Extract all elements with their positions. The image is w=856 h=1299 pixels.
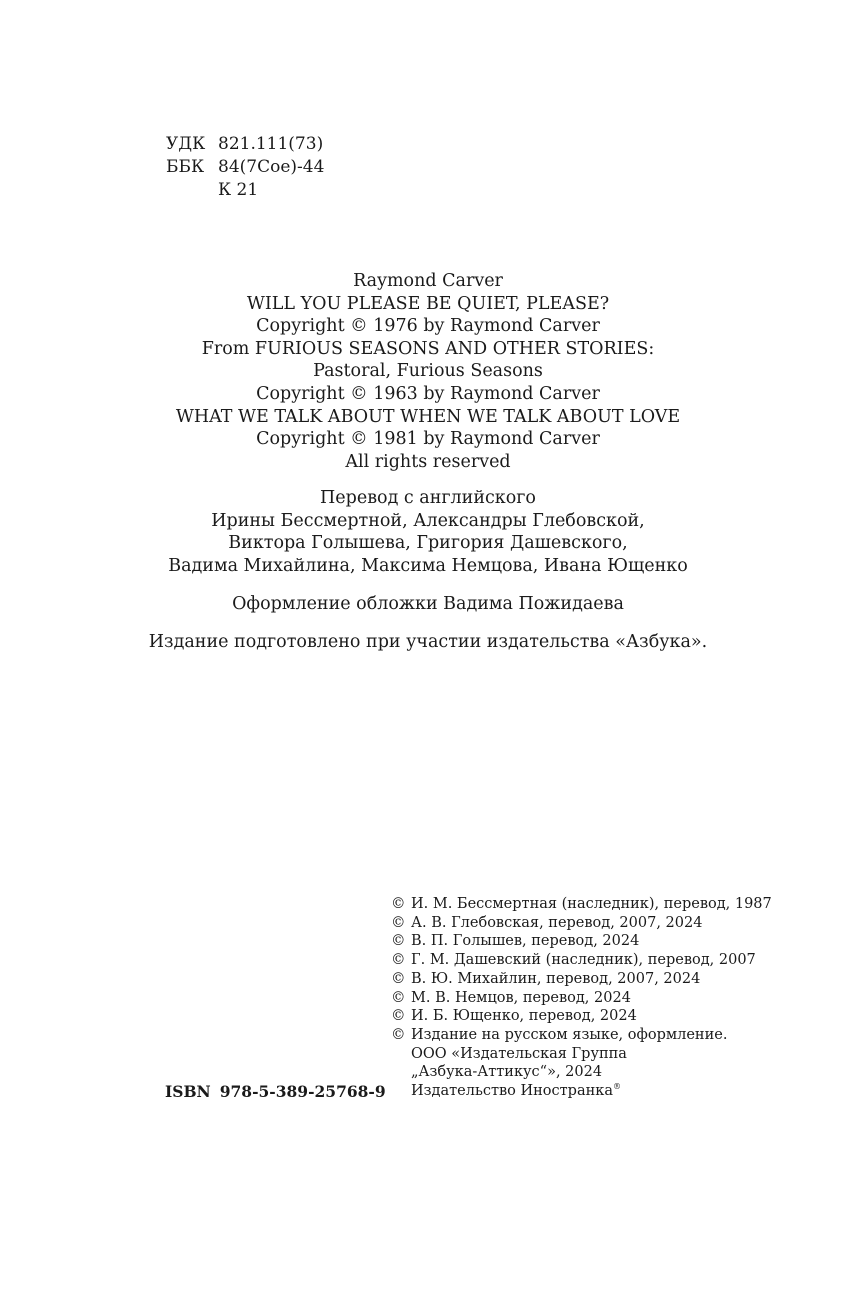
cover-design-credit <box>0 593 856 616</box>
udk-value: 821.111(73) <box>218 134 324 154</box>
copyright-symbol: © <box>391 989 406 1006</box>
copyright-symbol: © <box>391 1026 406 1043</box>
copyright-text: В. Ю. Михайлин, перевод, 2007, 2024 <box>411 970 701 987</box>
copyright-item <box>391 989 772 1008</box>
edition-note-text: Издание подготовлено при участии издательства «Азбука». <box>148 632 708 652</box>
copyright-symbol: © <box>391 970 406 987</box>
rights-line: Copyright © 1963 by Raymond Carver <box>256 383 600 404</box>
isbn-value: 978-5-389-25768-9 <box>219 1082 386 1101</box>
copyright-item <box>391 1026 772 1045</box>
copyright-symbol: © <box>391 952 406 969</box>
rights-line: WHAT WE TALK ABOUT WHEN WE TALK ABOUT LOVE <box>175 406 681 427</box>
classification-block <box>166 133 324 202</box>
author-mark-row <box>166 179 324 202</box>
rights-line: Raymond Carver <box>353 271 503 291</box>
rights-line: WILL YOU PLEASE BE QUIET, PLEASE? <box>246 293 610 314</box>
copyright-text: Издание на русском языке, оформление. <box>411 1026 728 1043</box>
copyright-symbol: © <box>391 933 406 950</box>
copyright-item <box>391 914 772 933</box>
cover-design-text: Оформление обложки Вадима Пожидаева <box>232 594 624 614</box>
publisher-name: Издательство Иностранка <box>411 1083 613 1100</box>
copyright-item <box>391 932 772 951</box>
publisher-line <box>391 1082 772 1101</box>
isbn <box>165 1082 386 1101</box>
copyright-list <box>391 895 772 1101</box>
copyright-item <box>391 970 772 989</box>
copyright-item <box>391 951 772 970</box>
copyright-text: А. В. Глебовская, перевод, 2007, 2024 <box>411 914 703 931</box>
rights-line: From FURIOUS SEASONS AND OTHER STORIES: <box>201 338 655 359</box>
rights-block <box>0 270 856 473</box>
copyright-text: В. П. Голышев, перевод, 2024 <box>411 933 640 950</box>
udk-row <box>166 133 324 156</box>
registered-mark: ® <box>612 1082 621 1092</box>
translation-line: Ирины Бессмертной, Александры Глебовской, <box>211 510 645 531</box>
rights-line: Copyright © 1976 by Raymond Carver <box>256 316 600 337</box>
translation-block <box>0 487 856 577</box>
isbn-label: ISBN <box>165 1082 211 1101</box>
copyright-symbol: © <box>391 914 406 931</box>
rights-line: All rights reserved <box>345 451 511 472</box>
author-mark: К 21 <box>218 180 259 200</box>
copyright-symbol: © <box>391 1008 406 1025</box>
translation-line: Виктора Голышева, Григория Дашевского, <box>228 533 628 554</box>
rights-line: Pastoral, Furious Seasons <box>313 361 543 382</box>
bbk-row <box>166 156 324 179</box>
copyright-continuation: ООО «Издательская Группа <box>411 1045 627 1062</box>
translation-line: Вадима Михайлина, Максима Немцова, Ивана Ющенко <box>168 555 688 576</box>
copyright-text: И. Б. Ющенко, перевод, 2024 <box>411 1008 637 1025</box>
rights-line: Copyright © 1981 by Raymond Carver <box>256 429 600 450</box>
udk-label: УДК <box>166 134 206 154</box>
copyright-item <box>391 895 772 914</box>
translation-line: Перевод с английского <box>320 488 536 508</box>
edition-note <box>0 631 856 654</box>
bbk-value: 84(7Сое)-44 <box>218 157 325 177</box>
copyright-text: М. В. Немцов, перевод, 2024 <box>411 989 631 1006</box>
bbk-label: ББК <box>166 157 205 177</box>
copyright-text: И. М. Бессмертная (наследник), перевод, 1987 <box>411 896 772 912</box>
copyright-item <box>391 1007 772 1026</box>
copyright-continuation: „Азбука-Аттикус“», 2024 <box>411 1064 603 1081</box>
copyright-text: Г. М. Дашевский (наследник), перевод, 2007 <box>411 952 756 969</box>
copyright-symbol: © <box>391 896 406 912</box>
